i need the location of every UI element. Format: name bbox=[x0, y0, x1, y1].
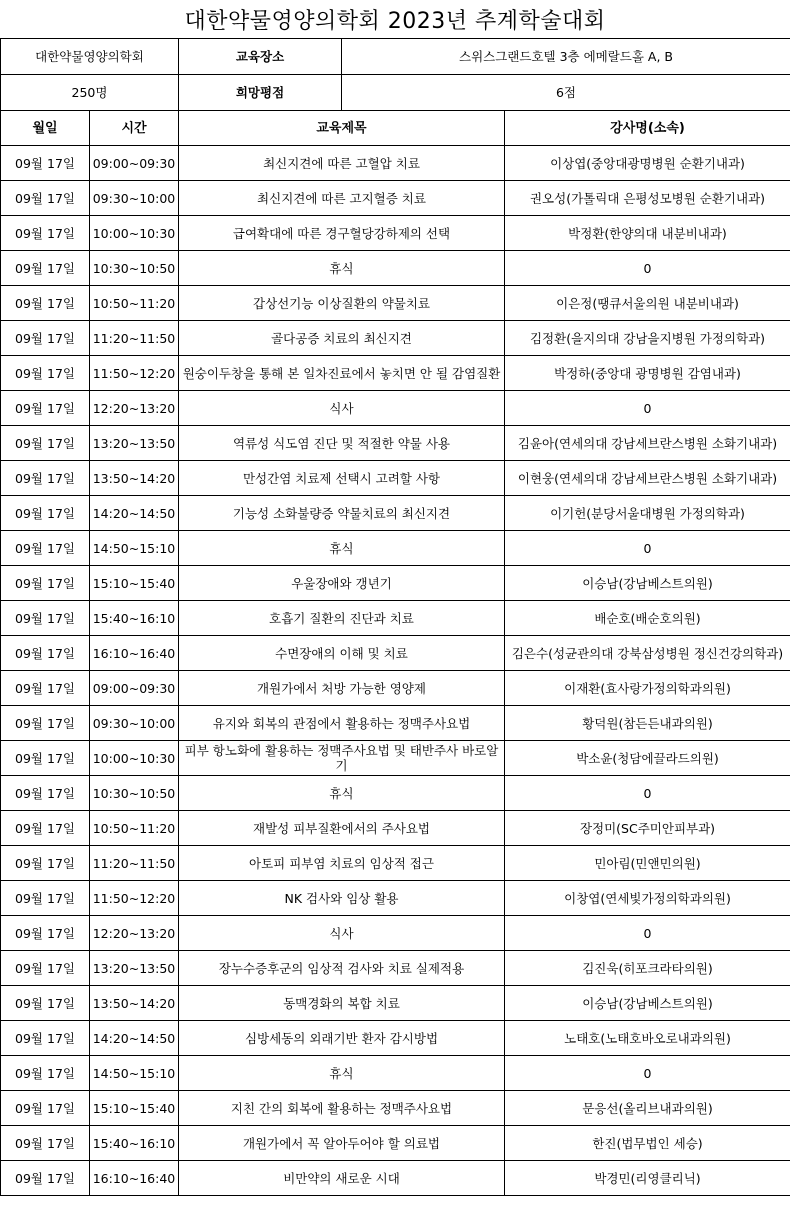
row-title: 심방세동의 외래기반 환자 감시방법 bbox=[179, 1021, 505, 1056]
table-row bbox=[1, 776, 790, 811]
row-time: 13:20~13:50 bbox=[90, 951, 179, 986]
row-date: 09월 17일 bbox=[1, 566, 90, 601]
row-date: 09월 17일 bbox=[1, 1161, 90, 1196]
row-date: 09월 17일 bbox=[1, 846, 90, 881]
row-time: 13:50~14:20 bbox=[90, 986, 179, 1021]
row-speaker: 장정미(SC주미안피부과) bbox=[505, 811, 790, 846]
table-row bbox=[1, 181, 790, 216]
row-title: 지친 간의 회복에 활용하는 정맥주사요법 bbox=[179, 1091, 505, 1126]
row-title: 기능성 소화불량증 약물치료의 최신지견 bbox=[179, 496, 505, 531]
row-time: 10:50~11:20 bbox=[90, 286, 179, 321]
row-time: 15:10~15:40 bbox=[90, 1091, 179, 1126]
row-speaker: 황덕원(참든든내과의원) bbox=[505, 706, 790, 741]
table-row bbox=[1, 531, 790, 566]
row-date: 09월 17일 bbox=[1, 181, 90, 216]
row-time: 14:50~15:10 bbox=[90, 531, 179, 566]
row-date: 09월 17일 bbox=[1, 881, 90, 916]
row-date: 09월 17일 bbox=[1, 356, 90, 391]
row-speaker: 0 bbox=[505, 251, 790, 286]
row-title: 식사 bbox=[179, 916, 505, 951]
row-speaker: 0 bbox=[505, 1056, 790, 1091]
table-row bbox=[1, 1161, 790, 1196]
table-row bbox=[1, 1091, 790, 1126]
table-row bbox=[1, 216, 790, 251]
table-row bbox=[1, 881, 790, 916]
row-date: 09월 17일 bbox=[1, 461, 90, 496]
table-row bbox=[1, 286, 790, 321]
row-title: 재발성 피부질환에서의 주사요법 bbox=[179, 811, 505, 846]
row-date: 09월 17일 bbox=[1, 776, 90, 811]
row-speaker: 한진(법무법인 세승) bbox=[505, 1126, 790, 1161]
row-title: 호흡기 질환의 진단과 치료 bbox=[179, 601, 505, 636]
table-row bbox=[1, 461, 790, 496]
row-time: 10:30~10:50 bbox=[90, 251, 179, 286]
table-row bbox=[1, 811, 790, 846]
row-title: 개원가에서 꼭 알아두어야 할 의료법 bbox=[179, 1126, 505, 1161]
table-row bbox=[1, 601, 790, 636]
table-row bbox=[1, 251, 790, 286]
row-speaker: 문응선(올리브내과의원) bbox=[505, 1091, 790, 1126]
row-date: 09월 17일 bbox=[1, 741, 90, 776]
table-row bbox=[1, 391, 790, 426]
info-row-venue bbox=[1, 39, 790, 75]
row-title: 원숭이두창을 통해 본 일차진료에서 놓치면 안 될 감염질환 bbox=[179, 356, 505, 391]
header-time: 시간 bbox=[90, 111, 179, 146]
row-title: 휴식 bbox=[179, 251, 505, 286]
row-speaker: 박경민(리영클리닉) bbox=[505, 1161, 790, 1196]
table-row bbox=[1, 1056, 790, 1091]
row-speaker: 이승남(강남베스트의원) bbox=[505, 566, 790, 601]
table-row bbox=[1, 566, 790, 601]
row-speaker: 이승남(강남베스트의원) bbox=[505, 986, 790, 1021]
table-row bbox=[1, 496, 790, 531]
row-speaker: 김정환(을지의대 강남을지병원 가정의학과) bbox=[505, 321, 790, 356]
row-speaker: 이재환(효사랑가정의학과의원) bbox=[505, 671, 790, 706]
venue-label: 교육장소 bbox=[179, 39, 342, 75]
row-title: 수면장애의 이해 및 치료 bbox=[179, 636, 505, 671]
table-row bbox=[1, 1126, 790, 1161]
row-date: 09월 17일 bbox=[1, 811, 90, 846]
row-time: 14:20~14:50 bbox=[90, 496, 179, 531]
table-row bbox=[1, 146, 790, 181]
table-header-row bbox=[1, 111, 790, 146]
table-row bbox=[1, 321, 790, 356]
row-time: 10:00~10:30 bbox=[90, 216, 179, 251]
row-speaker: 김진욱(히포크라타의원) bbox=[505, 951, 790, 986]
row-speaker: 이창엽(연세빛가정의학과의원) bbox=[505, 881, 790, 916]
row-date: 09월 17일 bbox=[1, 251, 90, 286]
schedule-table bbox=[0, 38, 790, 1196]
row-date: 09월 17일 bbox=[1, 531, 90, 566]
row-title: 휴식 bbox=[179, 1056, 505, 1091]
row-time: 13:50~14:20 bbox=[90, 461, 179, 496]
row-speaker: 민아림(민앤민의원) bbox=[505, 846, 790, 881]
row-title: 갑상선기능 이상질환의 약물치료 bbox=[179, 286, 505, 321]
row-title: 만성간염 치료제 선택시 고려할 사항 bbox=[179, 461, 505, 496]
row-date: 09월 17일 bbox=[1, 391, 90, 426]
row-speaker: 박정환(한양의대 내분비내과) bbox=[505, 216, 790, 251]
row-time: 14:50~15:10 bbox=[90, 1056, 179, 1091]
table-row bbox=[1, 636, 790, 671]
row-date: 09월 17일 bbox=[1, 426, 90, 461]
row-date: 09월 17일 bbox=[1, 951, 90, 986]
row-time: 16:10~16:40 bbox=[90, 636, 179, 671]
row-date: 09월 17일 bbox=[1, 146, 90, 181]
schedule-body bbox=[1, 39, 790, 1196]
row-title: 유지와 회복의 관점에서 활용하는 정맥주사요법 bbox=[179, 706, 505, 741]
row-date: 09월 17일 bbox=[1, 1091, 90, 1126]
table-row bbox=[1, 916, 790, 951]
table-row bbox=[1, 741, 790, 776]
row-date: 09월 17일 bbox=[1, 216, 90, 251]
row-time: 10:30~10:50 bbox=[90, 776, 179, 811]
row-speaker: 이현웅(연세의대 강남세브란스병원 소화기내과) bbox=[505, 461, 790, 496]
row-date: 09월 17일 bbox=[1, 1056, 90, 1091]
organizer-cell: 대한약물영양의학회 bbox=[1, 39, 179, 75]
info-row-credit bbox=[1, 75, 790, 111]
row-title: 휴식 bbox=[179, 531, 505, 566]
row-title: NK 검사와 임상 활용 bbox=[179, 881, 505, 916]
row-time: 11:50~12:20 bbox=[90, 356, 179, 391]
credit-label: 희망평점 bbox=[179, 75, 342, 111]
row-time: 11:20~11:50 bbox=[90, 321, 179, 356]
row-speaker: 0 bbox=[505, 776, 790, 811]
row-speaker: 권오성(가톨릭대 은평성모병원 순환기내과) bbox=[505, 181, 790, 216]
row-title: 최신지견에 따른 고지혈증 치료 bbox=[179, 181, 505, 216]
table-row bbox=[1, 1021, 790, 1056]
row-date: 09월 17일 bbox=[1, 286, 90, 321]
table-row bbox=[1, 356, 790, 391]
row-time: 15:40~16:10 bbox=[90, 1126, 179, 1161]
row-speaker: 이상엽(중앙대광명병원 순환기내과) bbox=[505, 146, 790, 181]
row-time: 12:20~13:20 bbox=[90, 391, 179, 426]
row-title: 급여확대에 따른 경구혈당강하제의 선택 bbox=[179, 216, 505, 251]
row-speaker: 이기헌(분당서울대병원 가정의학과) bbox=[505, 496, 790, 531]
venue-value: 스위스그랜드호텔 3층 에메랄드홀 A, B bbox=[342, 39, 790, 75]
row-speaker: 이은정(땡큐서울의원 내분비내과) bbox=[505, 286, 790, 321]
row-date: 09월 17일 bbox=[1, 706, 90, 741]
header-speaker: 강사명(소속) bbox=[505, 111, 790, 146]
row-time: 14:20~14:50 bbox=[90, 1021, 179, 1056]
row-title: 아토피 피부염 치료의 임상적 접근 bbox=[179, 846, 505, 881]
row-title: 비만약의 새로운 시대 bbox=[179, 1161, 505, 1196]
row-date: 09월 17일 bbox=[1, 986, 90, 1021]
table-row bbox=[1, 986, 790, 1021]
capacity-cell: 250명 bbox=[1, 75, 179, 111]
row-title: 최신지견에 따른 고혈압 치료 bbox=[179, 146, 505, 181]
row-speaker: 박정하(중앙대 광명병원 감염내과) bbox=[505, 356, 790, 391]
row-time: 15:10~15:40 bbox=[90, 566, 179, 601]
row-speaker: 박소윤(청담에끌라드의원) bbox=[505, 741, 790, 776]
row-date: 09월 17일 bbox=[1, 671, 90, 706]
row-speaker: 0 bbox=[505, 916, 790, 951]
row-speaker: 0 bbox=[505, 531, 790, 566]
row-date: 09월 17일 bbox=[1, 1126, 90, 1161]
header-title: 교육제목 bbox=[179, 111, 505, 146]
table-row bbox=[1, 671, 790, 706]
row-speaker: 김윤아(연세의대 강남세브란스병원 소화기내과) bbox=[505, 426, 790, 461]
row-time: 09:30~10:00 bbox=[90, 706, 179, 741]
row-title: 식사 bbox=[179, 391, 505, 426]
row-time: 09:00~09:30 bbox=[90, 146, 179, 181]
row-title: 동맥경화의 복합 치료 bbox=[179, 986, 505, 1021]
row-date: 09월 17일 bbox=[1, 496, 90, 531]
page-title: 대한약물영양의학회 2023년 추계학술대회 bbox=[184, 8, 606, 34]
row-time: 11:50~12:20 bbox=[90, 881, 179, 916]
row-time: 16:10~16:40 bbox=[90, 1161, 179, 1196]
row-title: 장누수증후군의 임상적 검사와 치료 실제적용 bbox=[179, 951, 505, 986]
row-date: 09월 17일 bbox=[1, 636, 90, 671]
row-title: 우울장애와 갱년기 bbox=[179, 566, 505, 601]
row-time: 13:20~13:50 bbox=[90, 426, 179, 461]
header-date: 월일 bbox=[1, 111, 90, 146]
row-title: 피부 항노화에 활용하는 정맥주사요법 및 태반주사 바로알기 bbox=[179, 741, 505, 776]
row-title: 휴식 bbox=[179, 776, 505, 811]
row-time: 09:00~09:30 bbox=[90, 671, 179, 706]
row-title: 개원가에서 처방 가능한 영양제 bbox=[179, 671, 505, 706]
row-time: 09:30~10:00 bbox=[90, 181, 179, 216]
row-time: 15:40~16:10 bbox=[90, 601, 179, 636]
table-row bbox=[1, 951, 790, 986]
row-speaker: 0 bbox=[505, 391, 790, 426]
row-time: 12:20~13:20 bbox=[90, 916, 179, 951]
row-time: 10:50~11:20 bbox=[90, 811, 179, 846]
row-time: 10:00~10:30 bbox=[90, 741, 179, 776]
row-speaker: 배순호(배순호의원) bbox=[505, 601, 790, 636]
credit-value: 6점 bbox=[342, 75, 790, 111]
row-speaker: 노태호(노태호바오로내과의원) bbox=[505, 1021, 790, 1056]
row-time: 11:20~11:50 bbox=[90, 846, 179, 881]
table-row bbox=[1, 846, 790, 881]
row-date: 09월 17일 bbox=[1, 321, 90, 356]
table-row bbox=[1, 426, 790, 461]
table-row bbox=[1, 706, 790, 741]
row-title: 골다공증 치료의 최신지견 bbox=[179, 321, 505, 356]
row-speaker: 김은수(성균관의대 강북삼성병원 정신건강의학과) bbox=[505, 636, 790, 671]
row-date: 09월 17일 bbox=[1, 916, 90, 951]
row-date: 09월 17일 bbox=[1, 1021, 90, 1056]
row-date: 09월 17일 bbox=[1, 601, 90, 636]
row-title: 역류성 식도염 진단 및 적절한 약물 사용 bbox=[179, 426, 505, 461]
